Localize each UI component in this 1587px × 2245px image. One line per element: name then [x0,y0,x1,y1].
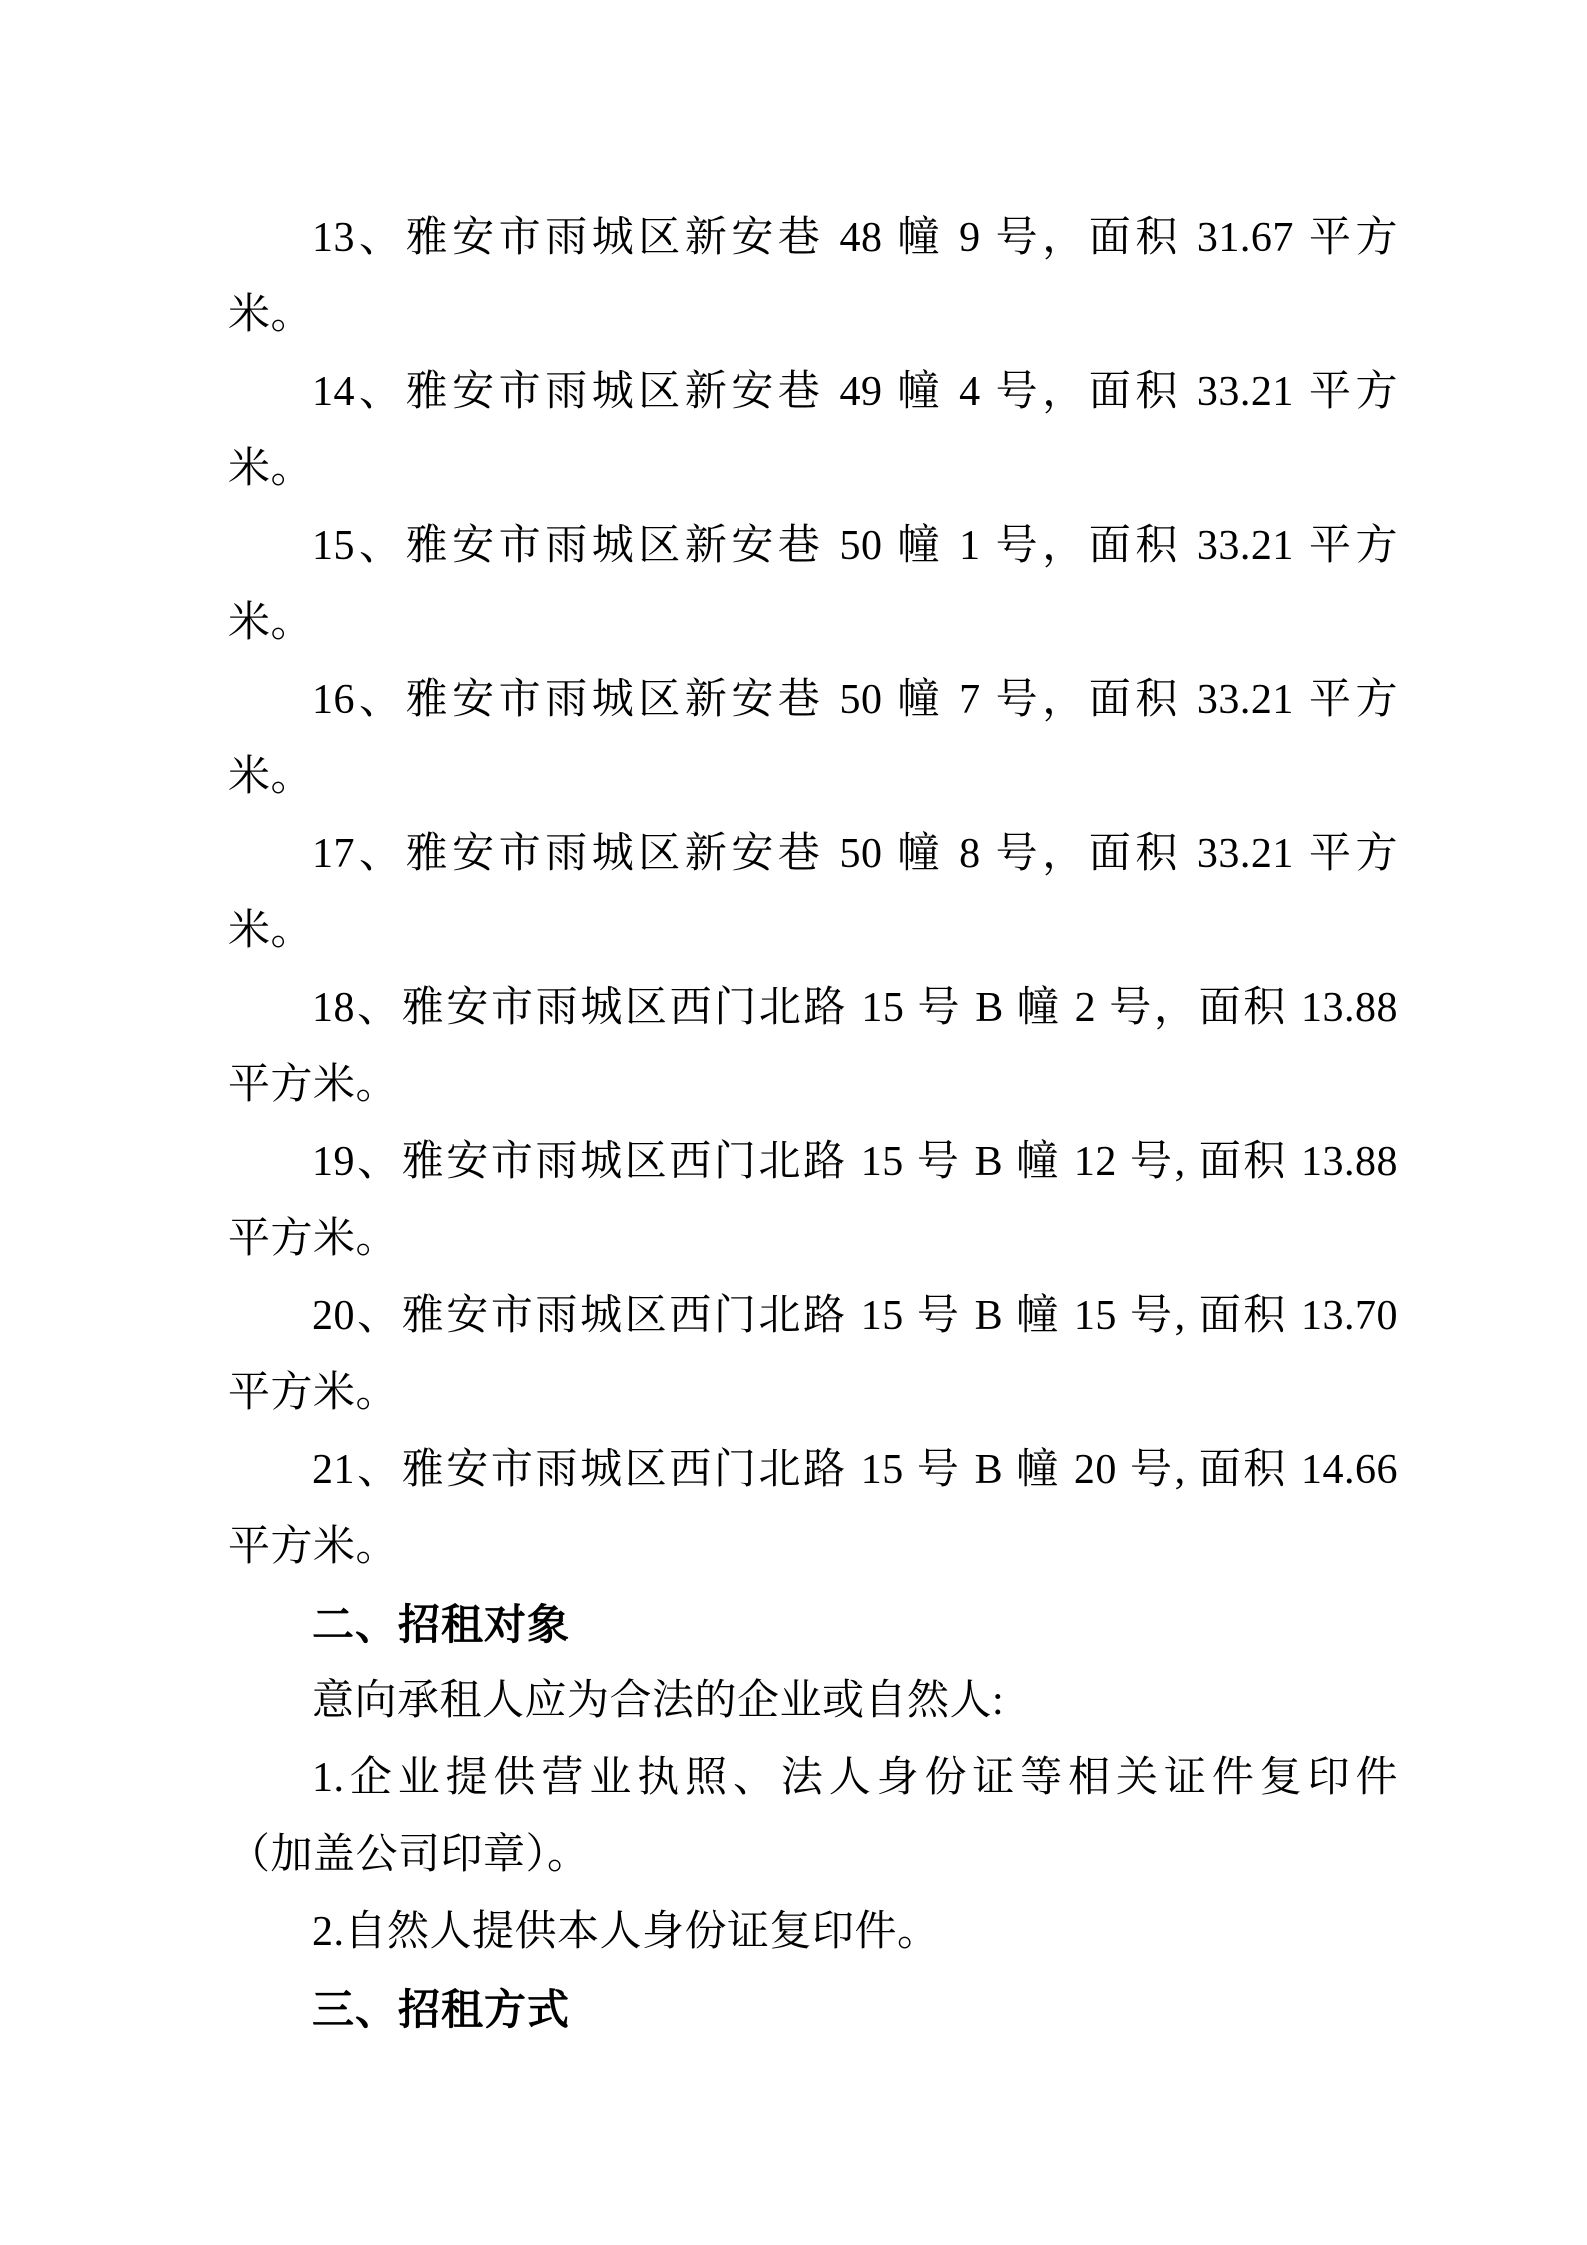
text-line: 21、雅安市雨城区西门北路 15 号 B 幢 20 号, 面积 14.66 [312,1447,1398,1493]
text-line: 18、雅安市雨城区西门北路 15 号 B 幢 2 号，面积 13.88 [312,985,1398,1031]
text-line: 米。 [228,600,314,646]
text-line: 米。 [228,446,314,492]
text-line: 15、雅安市雨城区新安巷 50 幢 1 号，面积 33.21 平方 [312,523,1398,569]
section-heading: 二、招租对象 [312,1601,571,1648]
text-line: 意向承租人应为合法的企业或自然人: [312,1678,1005,1724]
text-line: 17、雅安市雨城区新安巷 50 幢 8 号，面积 33.21 平方 [312,831,1398,877]
text-line: 16、雅安市雨城区新安巷 50 幢 7 号，面积 33.21 平方 [312,677,1398,723]
text-line: 平方米。 [228,1062,399,1108]
text-line: 平方米。 [228,1524,399,1570]
text-line: 14、雅安市雨城区新安巷 49 幢 4 号，面积 33.21 平方 [312,369,1398,415]
text-line: 20、雅安市雨城区西门北路 15 号 B 幢 15 号, 面积 13.70 [312,1293,1398,1339]
text-line: 1.企业提供营业执照、法人身份证等相关证件复印件 [312,1755,1398,1801]
text-line: 米。 [228,292,314,338]
text-line: （加盖公司印章）。 [228,1832,590,1878]
text-line: 19、雅安市雨城区西门北路 15 号 B 幢 12 号, 面积 13.88 [312,1139,1398,1185]
text-line: 米。 [228,908,314,954]
text-line: 13、雅安市雨城区新安巷 48 幢 9 号，面积 31.67 平方 [312,215,1398,261]
text-line: 平方米。 [228,1370,399,1416]
section-heading: 三、招租方式 [312,1986,571,2033]
text-line: 2.自然人提供本人身份证复印件。 [312,1909,940,1955]
text-line: 米。 [228,754,314,800]
document-content [228,200,1398,2048]
text-line: 平方米。 [228,1216,399,1262]
